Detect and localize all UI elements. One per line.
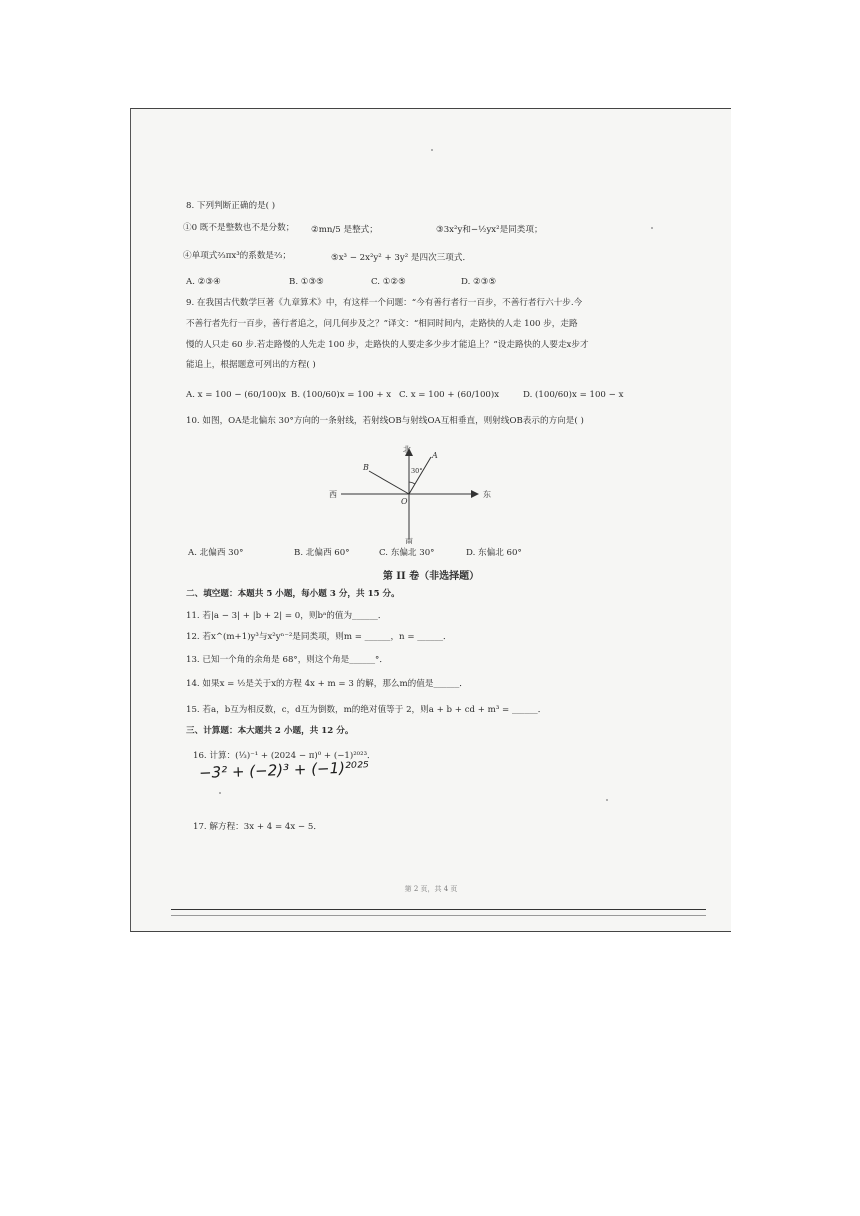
page-footer: 第 2 页，共 4 页: [404, 885, 458, 893]
fill-in-heading: 二、填空题：本题共 5 小题，每小题 3 分，共 15 分。: [186, 589, 400, 599]
ray-oa: [409, 457, 431, 494]
east-arrowhead: [471, 490, 479, 498]
q8-statement-5: ⑤x³ − 2x²y² + 3y² 是四次三项式．: [331, 253, 472, 263]
q8-option-c: C. ①②⑤: [371, 277, 406, 287]
scan-speck: [431, 149, 433, 151]
q10-option-b: B. 北偏西 60°: [294, 548, 350, 558]
calc-heading: 三、计算题：本大题共 2 小题，共 12 分。: [186, 726, 354, 736]
q10-option-d: D. 东偏北 60°: [466, 548, 522, 558]
scan-speck: [606, 799, 608, 801]
q8-option-d: D. ②③⑤: [461, 277, 497, 287]
part2-title: 第 II 卷（非选择题）: [382, 571, 480, 582]
q16: 16. 计算：(⅓)⁻¹ + (2024 − π)⁰ + (−1)²⁰²³．: [193, 751, 376, 761]
scan-speck: [219, 792, 221, 794]
q9-option-d: D. (100/60)x = 100 − x: [523, 390, 624, 400]
q8-statement-2: ②mn/5 是整式；: [311, 225, 378, 235]
q8-stem: 8. 下列判断正确的是( ): [186, 201, 276, 211]
angle-arc: [409, 482, 415, 484]
q9-line-4: 能追上，根据题意可列出的方程( ): [186, 360, 316, 370]
q9-line-2: 不善行者先行一百步，善行者追之，问几何步及之？”译文：“相同时间内，走路快的人走 100 步，走路: [186, 319, 578, 329]
ray-ob: [369, 471, 409, 494]
label-east: 东: [483, 490, 491, 499]
q9-option-c: C. x = 100 + (60/100)x: [399, 390, 500, 400]
q10-stem: 10. 如图，OA是北偏东 30°方向的一条射线，若射线OB与射线OA互相垂直，则射线OB表示的方向是( ): [186, 416, 584, 426]
label-b: B: [363, 463, 369, 472]
label-a: A: [432, 451, 438, 460]
q15: 15. 若a，b互为相反数，c，d互为倒数，m的绝对值等于 2，则a + b + cd + m³ = ______．: [186, 705, 547, 715]
q11: 11. 若|a − 3| + |b + 2| = 0，则bᵃ的值为______．: [186, 611, 387, 621]
q9-line-1: 9. 在我国古代数学巨著《九章算术》中，有这样一个问题：“今有善行者行一百步，不善行者行六十步.今: [186, 298, 583, 308]
handwritten-note: −3² + (−2)³ + (−1)²⁰²⁵: [198, 758, 370, 782]
scanned-exam-page: [130, 108, 731, 932]
label-north: 北: [403, 445, 411, 454]
q8-statement-3: ③3x²y和−½yx²是同类项；: [436, 225, 543, 235]
q10-option-a: A. 北偏西 30°: [188, 548, 244, 558]
q9-option-a: A. x = 100 − (60/100)x: [186, 390, 287, 400]
q9-line-3: 慢的人只走 60 步.若走路慢的人先走 100 步，走路快的人要走多少步才能追上？”设走路快的人要走x步才: [186, 340, 589, 350]
q8-option-a: A. ②③④: [186, 277, 221, 287]
q8-option-b: B. ①③⑤: [289, 277, 324, 287]
q14: 14. 如果x = ½是关于x的方程 4x + m = 3 的解，那么m的值是______．: [186, 679, 468, 689]
label-west: 西: [329, 490, 337, 499]
label-o: O: [401, 497, 408, 506]
label-angle: 30°: [411, 467, 423, 475]
q13: 13. 已知一个角的余角是 68°，则这个角是______°．: [186, 655, 388, 665]
q8-statement-4: ④单项式⅔πx³的系数是⅔；: [183, 251, 291, 261]
q8-statement-1: ①0 既不是整数也不是分数；: [183, 223, 295, 233]
label-south: 南: [405, 537, 413, 544]
bottom-rule-thin: [171, 915, 706, 916]
q10-option-c: C. 东偏北 30°: [379, 548, 435, 558]
bottom-rule: [171, 909, 706, 910]
q9-option-b: B. (100/60)x = 100 + x: [291, 390, 392, 400]
q12: 12. 若x^(m+1)y³与x²yⁿ⁻²是同类项，则m = ______，n = ______．: [186, 632, 452, 642]
compass-diagram: [321, 444, 501, 544]
scan-speck: [651, 227, 653, 229]
q17: 17. 解方程：3x + 4 = 4x − 5．: [193, 822, 322, 832]
